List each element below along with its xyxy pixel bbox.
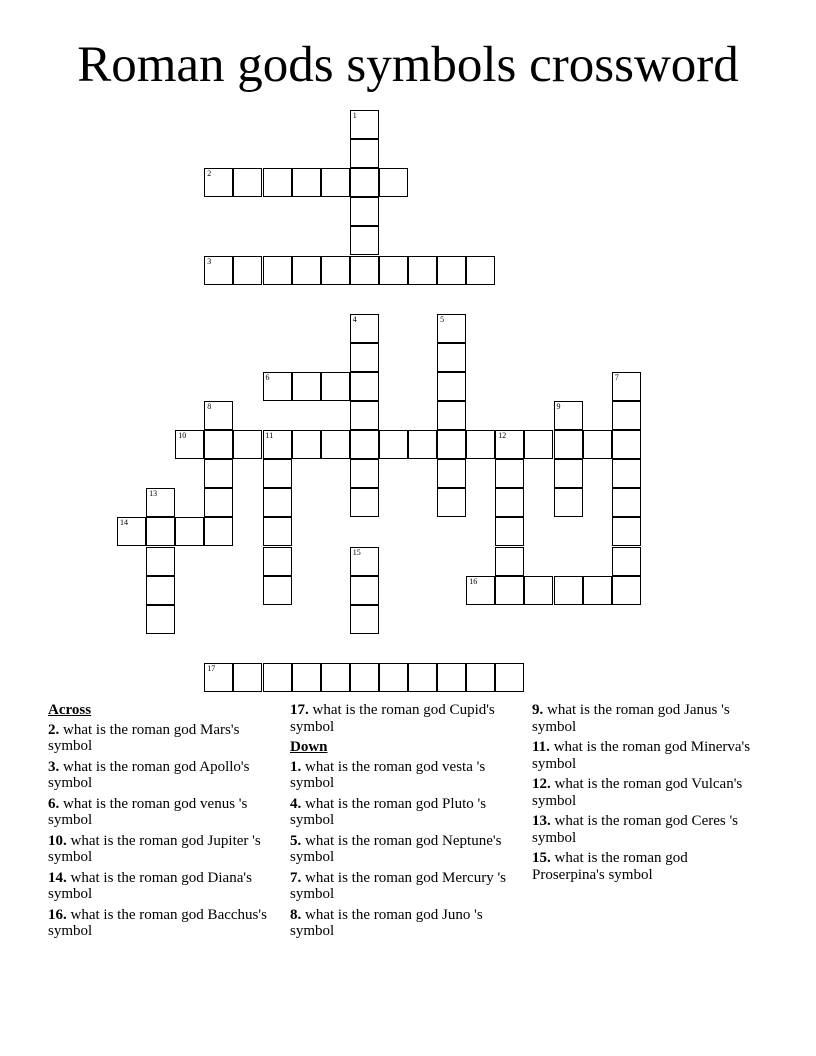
clue-number: 6.: [48, 795, 60, 812]
crossword-cell[interactable]: [263, 430, 292, 459]
clue-number-label: 7: [614, 372, 619, 382]
clue-text: what is the roman god Diana's symbol: [48, 869, 252, 902]
clue-number-label: 12: [498, 431, 507, 441]
crossword-cell[interactable]: [554, 401, 583, 430]
crossword-cell[interactable]: [437, 256, 466, 285]
crossword-cell[interactable]: [204, 488, 233, 517]
clue-across-10: [48, 833, 280, 866]
clue-column-3: [532, 702, 764, 887]
clue-number: 9.: [532, 702, 544, 718]
clue-down-7: [290, 870, 522, 903]
clue-across-17: [290, 702, 522, 735]
crossword-cell[interactable]: [321, 663, 350, 692]
clue-number-label: 14: [120, 518, 128, 528]
crossword-cell[interactable]: [350, 576, 379, 605]
down-heading: Down: [290, 739, 328, 755]
clue-across-14: [48, 870, 280, 903]
crossword-cell[interactable]: [612, 547, 641, 576]
clue-text: what is the roman god Juno 's symbol: [290, 906, 483, 939]
clue-number-label: 9: [556, 402, 561, 411]
crossword-cell[interactable]: [263, 517, 292, 546]
crossword-cell[interactable]: [146, 605, 175, 634]
clue-number-label: 8: [207, 402, 212, 411]
across-heading: Across: [48, 702, 92, 718]
crossword-cell[interactable]: [437, 488, 466, 517]
crossword-cell[interactable]: [321, 430, 350, 459]
clue-number-label: 10: [178, 431, 187, 441]
crossword-cell[interactable]: [495, 459, 524, 488]
crossword-cell[interactable]: [437, 459, 466, 488]
clue-column-1: [48, 702, 280, 944]
clue-number-label: 6: [265, 372, 270, 382]
crossword-cell[interactable]: [466, 576, 495, 605]
clue-number: 15.: [532, 850, 551, 866]
crossword-cell[interactable]: [350, 372, 379, 401]
crossword-cell[interactable]: [204, 430, 233, 459]
crossword-cell[interactable]: [524, 576, 553, 605]
crossword-cell[interactable]: [321, 372, 350, 401]
clue-down-8: [290, 907, 522, 940]
crossword-cell[interactable]: [233, 663, 262, 692]
clue-number-label: 2: [207, 169, 212, 179]
clue-down-9: [532, 702, 764, 735]
crossword-cell[interactable]: [263, 488, 292, 517]
crossword-cell[interactable]: [321, 168, 350, 197]
crossword-cell[interactable]: [350, 430, 379, 459]
clue-number: 3.: [48, 758, 60, 775]
crossword-cell[interactable]: [146, 576, 175, 605]
crossword-cell[interactable]: [437, 430, 466, 459]
crossword-cell[interactable]: [292, 430, 321, 459]
crossword-cell[interactable]: [495, 430, 524, 459]
crossword-cell[interactable]: [495, 517, 524, 546]
clue-number: 1.: [290, 758, 302, 775]
clue-number-label: 1: [352, 111, 357, 120]
crossword-cell[interactable]: [495, 547, 524, 576]
crossword-cell[interactable]: [263, 547, 292, 576]
crossword-cell[interactable]: [350, 488, 379, 517]
crossword-cell[interactable]: [612, 576, 641, 605]
clue-across-2: [48, 722, 280, 755]
clue-text: what is the roman god Jupiter 's symbol: [48, 832, 261, 865]
clue-number: 14.: [48, 869, 67, 886]
crossword-cell[interactable]: [263, 576, 292, 605]
crossword-cell[interactable]: [408, 256, 437, 285]
crossword-cell[interactable]: [204, 256, 233, 285]
crossword-cell[interactable]: [350, 139, 379, 168]
crossword-cell[interactable]: [321, 256, 350, 285]
clue-across-3: [48, 759, 280, 792]
clue-text: what is the roman god Ceres 's symbol: [532, 813, 739, 846]
crossword-cell[interactable]: [233, 256, 262, 285]
clue-text: what is the roman god Janus 's symbol: [532, 702, 730, 735]
crossword-cell[interactable]: [583, 430, 612, 459]
clue-down-15: [532, 850, 764, 883]
crossword-cell[interactable]: [350, 343, 379, 372]
clue-number: 10.: [48, 832, 67, 849]
crossword-cell[interactable]: [495, 488, 524, 517]
crossword-cell[interactable]: [263, 663, 292, 692]
clue-number: 5.: [290, 832, 302, 849]
clue-text: what is the roman god venus 's symbol: [48, 795, 248, 828]
crossword-cell[interactable]: [554, 430, 583, 459]
crossword-cell[interactable]: [146, 517, 175, 546]
crossword-cell[interactable]: [350, 401, 379, 430]
clue-number-label: 17: [207, 663, 216, 673]
clue-text: what is the roman god Minerva's symbol: [532, 739, 751, 772]
crossword-cell[interactable]: [554, 488, 583, 517]
crossword-cell[interactable]: [350, 168, 379, 197]
clue-number: 13.: [532, 813, 551, 829]
crossword-cell[interactable]: [263, 168, 292, 197]
clue-down-12: [532, 776, 764, 809]
clue-number-label: 16: [469, 576, 478, 586]
crossword-cell[interactable]: [495, 576, 524, 605]
page-title: Roman gods symbols crossword: [77, 37, 739, 93]
clue-text: what is the roman god Pluto 's symbol: [290, 795, 487, 828]
crossword-cell[interactable]: [408, 430, 437, 459]
clue-number-label: 5: [440, 314, 445, 324]
crossword-cell[interactable]: [350, 226, 379, 255]
crossword-cell[interactable]: [495, 663, 524, 692]
crossword-cell[interactable]: [437, 401, 466, 430]
crossword-cell[interactable]: [583, 576, 612, 605]
crossword-cell[interactable]: [612, 459, 641, 488]
clue-across-16: [48, 907, 280, 940]
clue-text: what is the roman god Proserpina's symbol: [532, 850, 688, 883]
crossword-cell[interactable]: [175, 430, 204, 459]
clue-number-label: 4: [352, 314, 357, 324]
crossword-cell[interactable]: [204, 401, 233, 430]
crossword-cell[interactable]: [292, 663, 321, 692]
clue-text: what is the roman god Mars's symbol: [48, 721, 240, 754]
crossword-cell[interactable]: [350, 663, 379, 692]
crossword-cell[interactable]: [612, 401, 641, 430]
clue-down-4: [290, 796, 522, 829]
clue-number: 8.: [290, 906, 302, 923]
crossword-cell[interactable]: [437, 663, 466, 692]
clue-down-1: [290, 759, 522, 792]
crossword-cell[interactable]: [612, 517, 641, 546]
crossword-cell[interactable]: [263, 372, 292, 401]
crossword-cell[interactable]: [204, 517, 233, 546]
crossword-cell[interactable]: [379, 663, 408, 692]
crossword-cell[interactable]: [263, 256, 292, 285]
crossword-cell[interactable]: [408, 663, 437, 692]
crossword-cell[interactable]: [175, 517, 204, 546]
crossword-cell[interactable]: [204, 663, 233, 692]
crossword-cell[interactable]: [350, 197, 379, 226]
clue-column-2: [290, 702, 522, 944]
crossword-cell[interactable]: [233, 168, 262, 197]
crossword-cell[interactable]: [350, 459, 379, 488]
crossword-cell[interactable]: [292, 168, 321, 197]
clue-text: what is the roman god Cupid's symbol: [290, 702, 495, 735]
crossword-cell[interactable]: [350, 110, 379, 139]
crossword-cell[interactable]: [379, 430, 408, 459]
clue-text: what is the roman god vesta 's symbol: [290, 758, 486, 791]
clue-number-label: 11: [265, 431, 274, 441]
clue-number: 2.: [48, 721, 60, 738]
crossword-cell[interactable]: [146, 547, 175, 576]
clue-number: 12.: [532, 776, 551, 792]
crossword-cell[interactable]: [379, 168, 408, 197]
clue-text: what is the roman god Bacchus's symbol: [48, 906, 267, 939]
clue-text: what is the roman god Apollo's symbol: [48, 758, 250, 791]
crossword-cell[interactable]: [437, 372, 466, 401]
clue-down-11: [532, 739, 764, 772]
crossword-cell[interactable]: [263, 459, 292, 488]
crossword-cell[interactable]: [554, 576, 583, 605]
crossword-cell[interactable]: [612, 430, 641, 459]
crossword-cell[interactable]: [204, 168, 233, 197]
clue-number-label: 3: [207, 256, 212, 266]
crossword-cell[interactable]: [204, 459, 233, 488]
clue-down-5: [290, 833, 522, 866]
crossword-cell[interactable]: [437, 314, 466, 343]
crossword-cell[interactable]: [524, 430, 553, 459]
crossword-cell[interactable]: [612, 372, 641, 401]
crossword-cell[interactable]: [292, 256, 321, 285]
crossword-cell[interactable]: [612, 488, 641, 517]
crossword-cell[interactable]: [379, 256, 408, 285]
clue-down-13: [532, 813, 764, 846]
clue-number-label: 15: [352, 547, 361, 557]
crossword-cell[interactable]: [466, 663, 495, 692]
crossword-cell[interactable]: [554, 459, 583, 488]
clue-text: what is the roman god Vulcan's symbol: [532, 776, 743, 809]
crossword-cell[interactable]: [146, 488, 175, 517]
crossword-cell[interactable]: [466, 430, 495, 459]
clue-text: what is the roman god Neptune's symbol: [290, 832, 502, 865]
crossword-cell[interactable]: [466, 256, 495, 285]
clue-number: 11.: [532, 739, 550, 755]
crossword-cell[interactable]: [437, 343, 466, 372]
crossword-cell[interactable]: [350, 314, 379, 343]
crossword-cell[interactable]: [292, 372, 321, 401]
crossword-cell[interactable]: [117, 517, 146, 546]
clue-number-label: 13: [149, 489, 158, 499]
crossword-cell[interactable]: [350, 256, 379, 285]
clue-number: 16.: [48, 906, 67, 923]
clue-number: 7.: [290, 869, 302, 886]
clue-text: what is the roman god Mercury 's symbol: [290, 869, 506, 902]
crossword-cell[interactable]: [350, 605, 379, 634]
clue-number: 17.: [290, 702, 309, 718]
clue-across-6: [48, 796, 280, 829]
crossword-cell[interactable]: [233, 430, 262, 459]
clue-number: 4.: [290, 795, 302, 812]
crossword-cell[interactable]: [350, 547, 379, 576]
